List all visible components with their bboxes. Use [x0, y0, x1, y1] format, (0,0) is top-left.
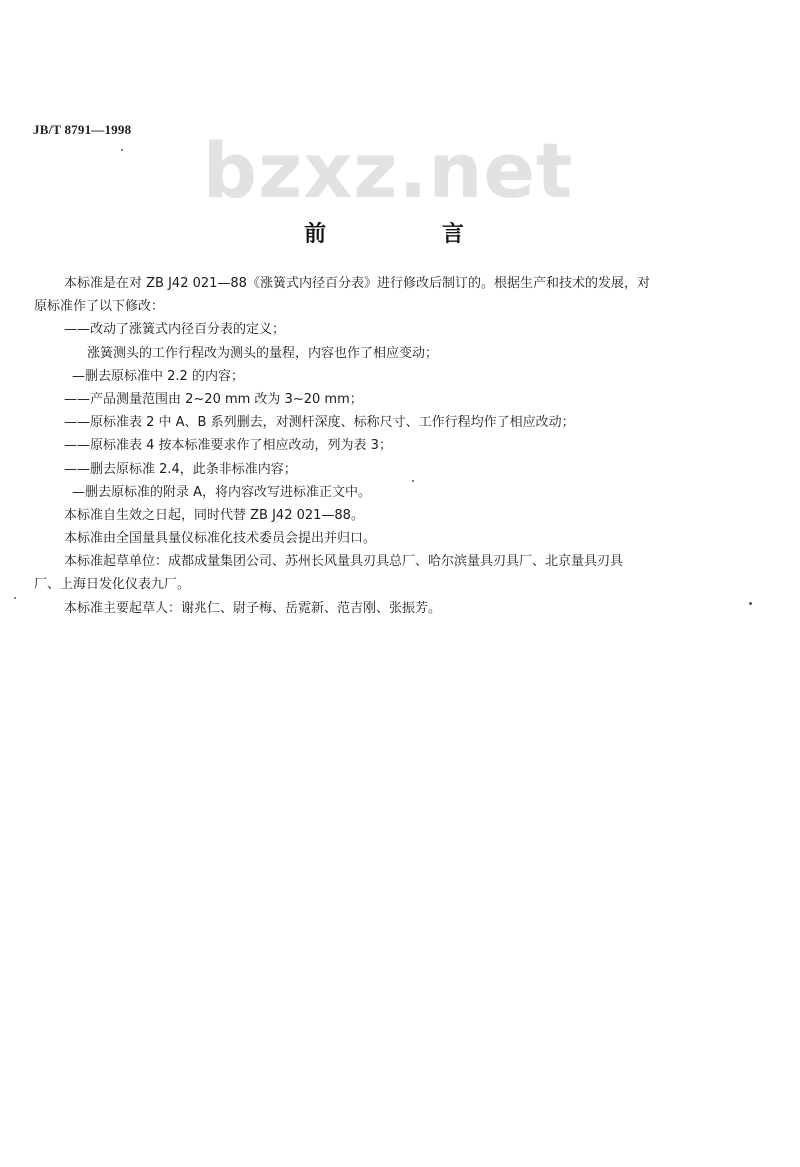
paragraph-line: 原标准作了以下修改： — [34, 299, 165, 315]
foreword-body — [34, 272, 754, 620]
scan-speck — [749, 602, 752, 605]
scan-speck — [121, 149, 123, 151]
list-item: ——原标准表 4 按本标准要求作了相应改动，列为表 3； — [64, 438, 392, 454]
list-item: ——原标准表 2 中 A、B 系列删去，对测杆深度、标称尺寸、工作行程均作了相应改动； — [64, 415, 575, 431]
paragraph-line: 本标准是在对 ZB J42 021—88《涨簧式内径百分表》进行修改后制订的。根据生产和技术的发展，对 — [64, 276, 650, 291]
scan-speck — [412, 480, 414, 482]
list-item-continuation: 涨簧测头的工作行程改为测头的量程，内容也作了相应变动； — [87, 345, 439, 361]
paragraph-line: 本标准自生效之日起，同时代替 ZB J42 021—88。 — [64, 507, 364, 523]
list-item: ——删去原标准 2.4，此条非标准内容； — [64, 461, 297, 477]
paragraph-line: 本标准主要起草人：谢兆仁、尉子梅、岳霓新、范吉刚、张振芳。 — [64, 600, 442, 616]
page-title: 前 言 — [304, 222, 518, 247]
list-item: —删去原标准中 2.2 的内容； — [72, 368, 244, 384]
standard-code: JB/T 8791—1998 — [33, 122, 132, 137]
list-item: —删去原标准的附录 A，将内容改写进标准正文中。 — [72, 484, 372, 500]
paragraph-line: 本标准起草单位：成都成量集团公司、苏州长风量具刃具总厂、哈尔滨量具刃具厂、北京量具刃具 — [64, 554, 624, 570]
watermark: bzxz.net — [202, 126, 574, 215]
paragraph-line: 本标准由全国量具量仪标准化技术委员会提出并归口。 — [64, 531, 377, 547]
list-item: ——改动了涨簧式内径百分表的定义； — [64, 322, 286, 338]
list-item: ——产品测量范围由 2~20 mm 改为 3~20 mm； — [64, 391, 363, 407]
paragraph-line: 厂、上海日发化仪表九厂。 — [34, 577, 191, 593]
scan-speck — [14, 597, 16, 599]
